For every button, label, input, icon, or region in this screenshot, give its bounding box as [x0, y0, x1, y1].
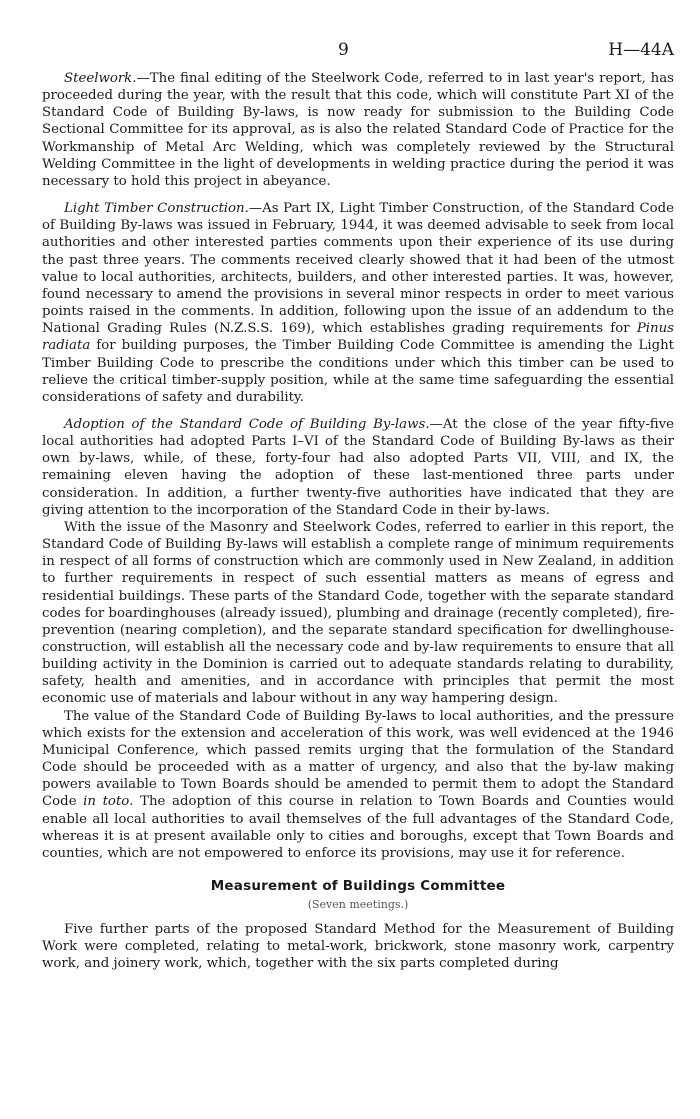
- measurement-paragraph: Five further parts of the proposed Standard Method for the Measurement of Building Work were completed, relating to metal-work, brickwork, stone masonry work, carpentry work, and joinery work, which, together with the six parts completed during: [42, 922, 674, 972]
- value-italic: in toto: [83, 794, 130, 810]
- steelwork-lead: Steelwork.: [64, 71, 137, 86]
- light-timber-lead: Light Timber Construction.: [64, 201, 249, 217]
- document-page: [42, 40, 674, 983]
- section-heading: Measurement of Buildings Committee: [210, 878, 506, 895]
- adoption-text: —At the close of the year fifty-five local authorities had adopted Parts I–VI of the Standard Code of Building By-laws as their own by-laws, while, of these, forty-four had also adopted Parts VII, VIII, and IX, the remaining eleven having the adoption of these last-mentioned three parts under consideration. In addition, a further twenty-five authorities have indicated that they are giving attention to the incorporation of the Standard Code in their by-laws.: [42, 416, 674, 518]
- steelwork-text: —The final editing of the Steelwork Code, referred to in last year's report, has proceeded during the year, with the result that this code, which will constitute Part XI of the Standard Code of Building By-laws, is now ready for submission to the Building Code Sectional Committee for its approval, as is also the related Standard Code of Practice for the Workmanship of Metal Arc Welding, which was completely reviewed by the Structural Welding Committee in the light of developments in welding practice during the period it was necessary to hold this project in abeyance.: [42, 71, 674, 189]
- steelwork-paragraph: [42, 70, 674, 190]
- light-timber-italic: Pinus radiata: [42, 321, 674, 354]
- document-reference: H—44A: [608, 40, 674, 60]
- page-header: [42, 40, 674, 70]
- adoption-paragraph: [42, 416, 674, 519]
- value-paragraph: [42, 708, 674, 862]
- page-number: 9: [338, 40, 349, 60]
- value-text-2: . The adoption of this course in relation to Town Boards and Counties would enable all local authorities to avail themselves of the full advantages of the Standard Code, whereas it is at present available only to cities and boroughs, except that Town Boards and counties, which are not empowered to enforce its provisions, may use it for reference.: [42, 794, 674, 861]
- light-timber-paragraph: [42, 200, 674, 406]
- masonry-paragraph: With the issue of the Masonry and Steelwork Codes, referred to earlier in this report, the Standard Code of Building By-laws will establish a complete range of minimum requirements in respect of all forms of construction which are commonly used in New Zealand, in addition to further requirements in respect of such essential matters as means of egress and residential buildings. These parts of the Standard Code, together with the separate standard codes for boardinghouses (already issued), plumbing and drainage (recently completed), fire-prevention (nearing completion), and the separate standard specification for dwellinghouse-construction, will establish all the necessary code and by-law requirements to ensure that all building activity in the Dominion is carried out to adequate standards relating to durability, safety, health and amenities, and in accordance with principles that permit the most economic use of materials and labour without in any way hampering design.: [42, 519, 674, 707]
- light-timber-text-2: for building purposes, the Timber Building Code Committee is amending the Light Timber Building Code to prescribe the conditions under which this timber can be used to relieve the critical timber-supply position, while at the same time safeguarding the essential considerations of safety and durability.: [42, 338, 674, 405]
- adoption-lead: Adoption of the Standard Code of Building By-laws.: [64, 416, 430, 432]
- light-timber-text-1: —As Part IX, Light Timber Construction, of the Standard Code of Building By-laws was issued in February, 1944, it was deemed advisable to seek from local authorities and other interested parties comments upon their experience of its use during the past three years. The comments received clearly showed that it had been of the utmost value to local authorities, architects, builders, and other interested parties. It was, however, found necessary to amend the provisions in several minor respects in order to meet various points raised in the comments. In addition, following upon the issue of an addendum to the National Grading Rules (N.Z.S.S. 169), which establishes grading requirements for: [42, 201, 675, 337]
- section-subheading: (Seven meetings.): [307, 898, 409, 912]
- value-text-1: The value of the Standard Code of Building By-laws to local authorities, and the pressure which exists for the extension and acceleration of this work, was well evidenced at the 1946 Municipal Conference, which passed remits urging that the formulation of the Standard Code should be proceeded with as a matter of urgency, and also that the by-law making powers available to Town Boards should be amended to permit them to adopt the Standard Code: [42, 708, 674, 810]
